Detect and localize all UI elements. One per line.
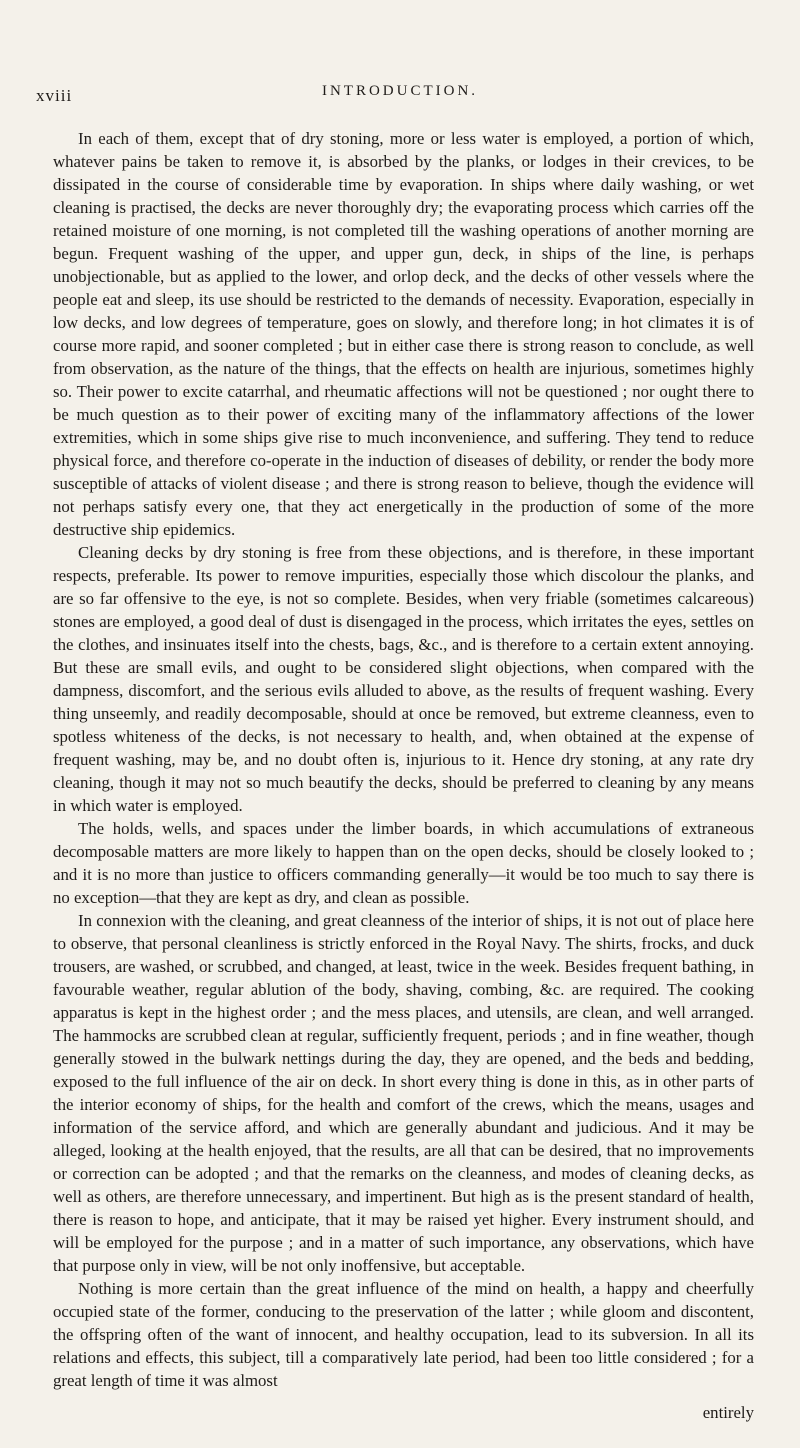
paragraph: Nothing is more certain than the great influence of the mind on health, a happy and cheerfully occupied state of the former, conducing to the preservation of the latter ; while gloom and discontent, the offspring often of the want of innocent, and healthy occupation, lead to its subversion. In all its relations and effects, this subject, till a comparatively late period, had been too little considered ; for a great length of time it was almost [53, 1279, 754, 1390]
page-number: xviii [36, 86, 73, 105]
body-text [53, 127, 754, 1392]
paragraph: Cleaning decks by dry stoning is free from these objections, and is therefore, in these important respects, preferable. Its power to remove impurities, especially those which discolour the planks, and are so far offensive to the eye, is not so complete. Besides, when very friable (sometimes calcareous) stones are employed, a good deal of dust is disengaged in the process, which irritates the eyes, settles on the clothes, and insinuates itself into the chests, bags, &c., and is therefore to a certain extent annoying. But these are small evils, and ought to be considered slight objections, when compared with the dampness, discomfort, and the serious evils alluded to above, as the results of frequent washing. Every thing unseemly, and readily decomposable, should at once be removed, but extreme cleanness, even to spotless whiteness of the decks, is not necessary to health, and, when obtained at the expense of frequent washing, may be, and no doubt often is, injurious to it. Hence dry stoning, at any rate dry cleaning, though it may not so much beautify the decks, should be preferred to cleaning by any means in which water is employed. [53, 543, 754, 815]
paragraph: In connexion with the cleaning, and great cleanness of the interior of ships, it is not out of place here to observe, that personal cleanliness is strictly enforced in the Royal Navy. The shirts, frocks, and duck trousers, are washed, or scrubbed, and changed, at least, twice in the week. Besides frequent bathing, in favourable weather, regular ablution of the body, shaving, combing, &c. are required. The cooking apparatus is kept in the highest order ; and the mess places, and utensils, are clean, and well arranged. The hammocks are scrubbed clean at regular, sufficiently frequent, periods ; and in fine weather, though generally stowed in the bulwark nettings during the day, they are opened, and the beds and bedding, exposed to the full influence of the air on deck. In short every thing is done in this, as in other parts of the interior economy of ships, for the health and comfort of the crews, which the means, usages and information of the service afford, and which are generally abundant and judicious. And it may be alleged, looking at the health enjoyed, that the results, are all that can be desired, that no improvements or correction can be adopted ; and that the remarks on the cleanness, and modes of cleaning decks, as well as others, are therefore unnecessary, and impertinent. But high as is the present standard of health, there is reason to hope, and anticipate, that it may be raised yet higher. Every instrument should, and will be employed for the purpose ; and in a matter of such importance, any observations, which have that purpose only in view, will be not only inoffensive, but acceptable. [53, 911, 754, 1275]
catchword: entirely [702, 1403, 754, 1422]
page-header [36, 60, 764, 105]
paragraph: In each of them, except that of dry stoning, more or less water is employed, a portion of which, whatever pains be taken to remove it, is absorbed by the planks, or lodges in their crevices, to be dissipated in the course of considerable time by evaporation. In ships where daily washing, or wet cleaning is practised, the decks are never thoroughly dry; the evaporating process which carries off the retained moisture of one morning, is not completed till the washing operations of another morning are begun. Frequent washing of the upper, and upper gun, deck, in ships of the line, is perhaps unobjectionable, but as applied to the lower, and orlop deck, and the decks of other vessels where the people eat and sleep, its use should be restricted to the demands of necessity. Evaporation, especially in low decks, and low degrees of temperature, goes on slowly, and therefore long; in hot climates it is of course more rapid, and sooner completed ; but in either case there is strong reason to conclude, as well from observation, as the nature of the things, that the effects on health are injurious, sometimes highly so. Their power to excite catarrhal, and rheumatic affections will not be questioned ; nor ought there to be much question as to their power of exciting many of the inflammatory affections of the lower extremities, which in some ships give rise to much inconvenience, and suffering. They tend to reduce physical force, and therefore co-operate in the induction of diseases of debility, or render the body more susceptible of attacks of violent disease ; and there is strong reason to believe, though the evidence will not perhaps satisfy every one, that they act energetically in the production of some of the more destructive ship epidemics. [53, 129, 754, 539]
paragraph: The holds, wells, and spaces under the limber boards, in which accumulations of extraneous decomposable matters are more likely to happen than on the open decks, should be closely looked to ; and it is no more than justice to officers commanding generally—it would be too much to say there is no exception—that they are kept as dry, and clean as possible. [53, 819, 754, 907]
running-head: INTRODUCTION. [321, 83, 479, 99]
